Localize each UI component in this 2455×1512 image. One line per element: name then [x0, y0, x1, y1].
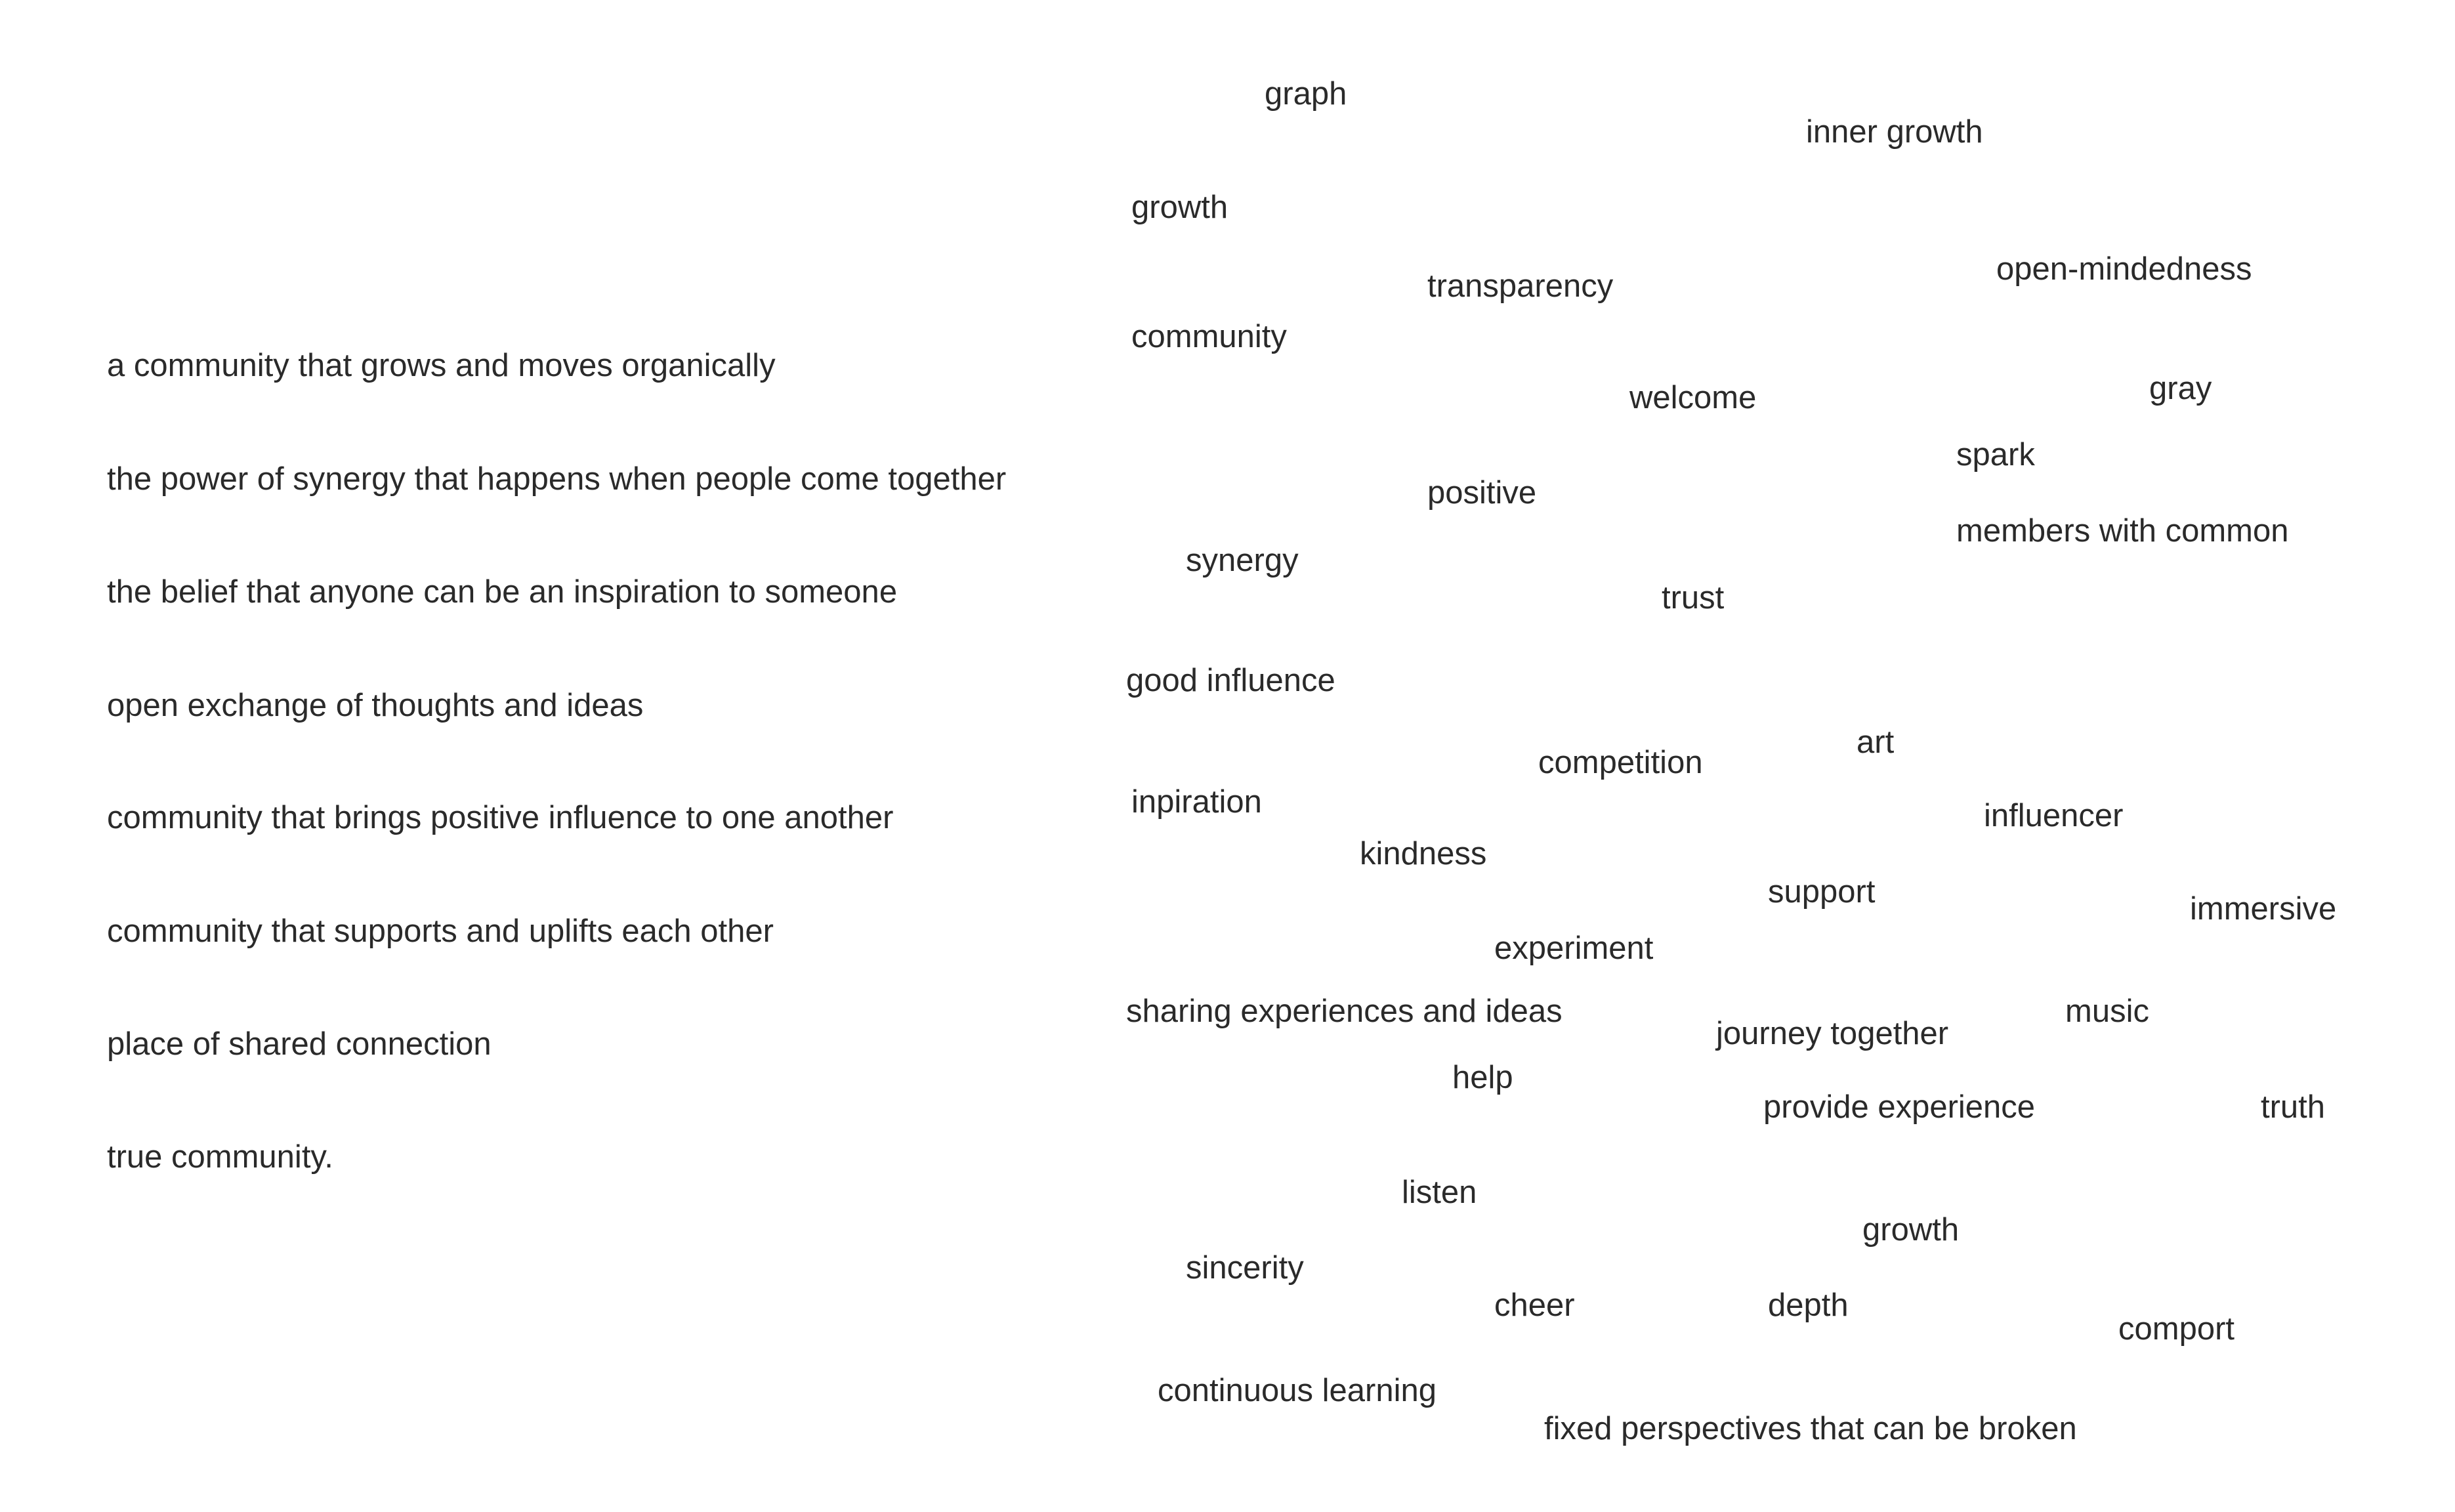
- word-inner-growth: inner growth: [1806, 114, 1983, 150]
- word-immersive: immersive: [2190, 891, 2337, 927]
- word-graph: graph: [1265, 76, 1347, 112]
- word-support: support: [1768, 874, 1876, 910]
- word-journey-together: journey together: [1716, 1016, 1949, 1051]
- word-trust: trust: [1662, 580, 1725, 616]
- word-growth-2: growth: [1862, 1212, 1960, 1248]
- word-listen: listen: [1402, 1175, 1477, 1210]
- phrase-item: place of shared connection: [107, 1026, 492, 1062]
- word-positive: positive: [1427, 475, 1537, 511]
- word-members-with-common: members with common: [1956, 513, 2289, 549]
- word-music: music: [2065, 994, 2149, 1029]
- word-art: art: [1857, 724, 1895, 760]
- word-influencer: influencer: [1984, 798, 2124, 833]
- word-growth: growth: [1131, 190, 1228, 225]
- word-competition: competition: [1538, 745, 1703, 780]
- word-welcome: welcome: [1629, 380, 1757, 415]
- word-sincerity: sincerity: [1186, 1250, 1304, 1286]
- phrase-item: true community.: [107, 1139, 333, 1175]
- word-comport: comport: [2118, 1311, 2235, 1347]
- phrase-item: the power of synergy that happens when people come together: [107, 461, 1007, 497]
- word-truth: truth: [2261, 1089, 2326, 1125]
- word-inpiration: inpiration: [1131, 784, 1262, 820]
- phrase-item: community that supports and uplifts each other: [107, 914, 774, 949]
- word-spark: spark: [1956, 437, 2035, 472]
- phrase-item: open exchange of thoughts and ideas: [107, 688, 644, 723]
- word-transparency: transparency: [1427, 268, 1614, 304]
- word-community: community: [1131, 319, 1287, 354]
- phrase-item: community that brings positive influence to one another: [107, 800, 894, 835]
- word-open-mindedness: open-mindedness: [1996, 251, 2252, 287]
- word-fixed-perspectives: fixed perspectives that can be broken: [1544, 1411, 2077, 1446]
- word-synergy: synergy: [1186, 543, 1299, 578]
- word-sharing-experiences: sharing experiences and ideas: [1126, 994, 1563, 1029]
- word-provide-experience: provide experience: [1763, 1089, 2036, 1125]
- word-help: help: [1452, 1060, 1513, 1095]
- word-cheer: cheer: [1494, 1288, 1575, 1323]
- word-gray: gray: [2149, 371, 2212, 406]
- phrase-item: the belief that anyone can be an inspiration to someone: [107, 574, 898, 610]
- word-experiment: experiment: [1494, 931, 1654, 966]
- word-good-influence: good influence: [1126, 663, 1335, 698]
- phrase-item: a community that grows and moves organically: [107, 348, 776, 383]
- word-depth: depth: [1768, 1288, 1849, 1323]
- word-continuous-learning: continuous learning: [1158, 1373, 1437, 1408]
- word-kindness: kindness: [1360, 836, 1487, 872]
